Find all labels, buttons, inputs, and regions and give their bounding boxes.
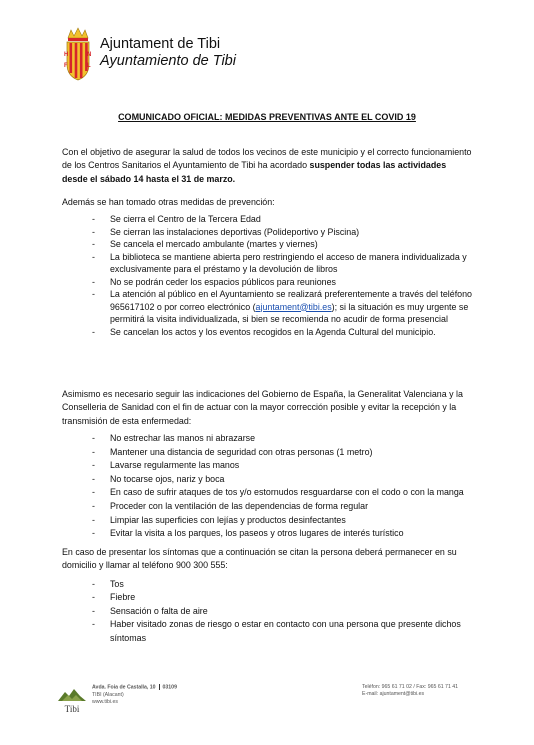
intro-text: Con el objetivo de asegurar la salud de todos los vecinos de este municipio y el correcto funcionamiento de los Centros Sanitarios el Ayuntamiento de Tibi ha acordado: [62, 147, 472, 171]
list-item: [62, 288, 474, 326]
list-item-text: Proceder con la ventilación de las dependencias de forma regular: [110, 500, 369, 511]
footer-town: TIBI (Alacant): [92, 691, 124, 698]
symptoms-paragraph: En caso de presentar los síntomas que a continuación se citan la persona deberá permanecer en su domicilio y llamar al teléfono 900 300 555:: [62, 547, 457, 571]
intro-bold-text: suspender todas las actividades desde el sábado 14 hasta el 31 de marzo.: [62, 160, 447, 184]
bullet-mark: -: [92, 592, 95, 603]
bullet-mark: -: [92, 326, 95, 337]
list-item: [62, 514, 474, 528]
attention-text-before: La atención al público en el Ayuntamiento se realizará preferentemente a través del teléfono 965617102 o por correo electrónico (: [110, 289, 472, 312]
footer-contact: [362, 684, 458, 699]
list-item-text: Lavarse regularmente las manos: [110, 460, 240, 471]
crest-letter-n: N: [87, 52, 92, 58]
recommendations-list: [62, 432, 474, 541]
list-item: [62, 618, 474, 645]
list-item-text: Evitar la visita a los parques, los paseos y otros lugares de interés turístico: [110, 528, 404, 539]
intro-paragraph: [62, 146, 474, 186]
bullet-mark: -: [92, 239, 95, 249]
list-item: [62, 213, 474, 226]
list-item-text: Fiebre: [110, 592, 136, 603]
list-item: [62, 500, 474, 514]
bullet-mark: -: [92, 446, 95, 457]
crest-letters: [62, 52, 94, 78]
list-item-text: Se cierran las instalaciones deportivas (Polideportivo y Piscina): [110, 226, 360, 237]
logo-text: Tibi: [64, 704, 80, 714]
list-item: [62, 238, 474, 251]
list-item-text: La biblioteca se mantiene abierta pero restringiendo el acceso de manera individualizada y exclusivamente para el préstamo y la devolución de libros: [110, 251, 467, 274]
list-item-text: Sensación o falta de aire: [110, 605, 208, 616]
list-item: [62, 251, 474, 276]
crest-letter-f: F: [64, 63, 68, 69]
list-item: [62, 486, 474, 500]
footer-street: Avda. Foia de Castalla, 10: [92, 684, 156, 691]
footer-address: [92, 684, 177, 707]
bullet-mark: -: [92, 528, 95, 539]
bullet-mark: -: [92, 514, 95, 525]
list-item-text: Mantener una distancia de seguridad con otras personas (1 metro): [110, 446, 373, 457]
crest-letter-l: L: [87, 63, 91, 69]
footer: [56, 679, 486, 719]
list-item: [62, 578, 474, 591]
measures-list: [62, 213, 474, 338]
list-item-text: Se cancela el mercado ambulante (martes y viernes): [110, 239, 318, 249]
crest-letter-h: H: [64, 52, 69, 58]
list-item-text: En caso de sufrir ataques de tos y/o estornudos resguardarse con el codo o con la manga: [110, 487, 464, 498]
tibi-logo-icon: [56, 683, 88, 715]
list-item: [62, 605, 474, 618]
bullet-mark: -: [92, 487, 95, 498]
list-item: [62, 326, 474, 339]
footer-web: www.tibi.es: [92, 699, 118, 706]
bullet-mark: -: [92, 605, 95, 616]
list-item: [62, 591, 474, 604]
footer-postcode: 03109: [162, 684, 177, 691]
list-item-text: Tos: [110, 579, 124, 589]
list-item-text: Limpiar las superficies con lejías y productos desinfectantes: [110, 514, 346, 525]
document-title: COMUNICADO OFICIAL: MEDIDAS PREVENTIVAS ANTE EL COVID 19: [118, 112, 416, 122]
footer-separator: [159, 684, 160, 690]
government-paragraph: Asimismo es necesario seguir las indicaciones del Gobierno de España, la Generalitat Valenciana y la Conselleria de Sanidad con el fin de actuar con la mayor corrección posible y evitar la recepción y la transmisión de esta enfermedad:: [62, 389, 463, 426]
bullet-mark: -: [92, 579, 95, 589]
bullet-mark: -: [92, 251, 95, 262]
bullet-mark: -: [92, 619, 95, 630]
bullet-mark: -: [92, 473, 95, 484]
list-item-text: No tocarse ojos, nariz y boca: [110, 473, 225, 484]
list-item-text: Se cierra el Centro de la Tercera Edad: [110, 214, 261, 224]
council-name-valencian: Ajuntament de Tibi: [100, 36, 221, 52]
measures-intro: Además se han tomado otras medidas de prevención:: [62, 197, 275, 207]
letterhead-titles: [100, 36, 236, 70]
email-link[interactable]: ajuntament@tibi.es: [255, 301, 332, 312]
list-item-text: Se cancelan los actos y los eventos recogidos en la Agenda Cultural del municipio.: [110, 326, 436, 337]
list-item-text: Haber visitado zonas de riesgo o estar en contacto con una persona que presente dichos síntomas: [110, 619, 461, 643]
bullet-mark: -: [92, 500, 95, 511]
bullet-mark: -: [92, 214, 95, 224]
bullet-mark: -: [92, 276, 95, 287]
bullet-mark: -: [92, 433, 95, 443]
list-item: [62, 527, 474, 541]
list-item: [62, 473, 474, 487]
list-item: [62, 226, 474, 239]
list-item: [62, 459, 474, 473]
list-item: [62, 432, 474, 446]
list-item-text: No estrechar las manos ni abrazarse: [110, 433, 256, 443]
list-item: [62, 276, 474, 289]
symptoms-list: [62, 578, 474, 645]
list-item: [62, 446, 474, 460]
council-name-spanish: Ayuntamiento de Tibi: [100, 53, 236, 69]
bullet-mark: -: [92, 289, 95, 299]
attention-text-after: ); si la situación es muy urgente se permitirá la visita individualizada, si bien se recomienda no acudir de forma presencial: [110, 301, 469, 324]
bullet-mark: -: [92, 226, 95, 237]
list-item-text: No se podrán ceder los espacios públicos para reuniones: [110, 276, 336, 287]
bullet-mark: -: [92, 460, 95, 471]
footer-email: E-mail: ajuntament@tibi.es: [362, 691, 425, 698]
footer-phone: Teléfon: 965 61 71 02 / Fax: 965 61 71 41: [362, 684, 459, 690]
